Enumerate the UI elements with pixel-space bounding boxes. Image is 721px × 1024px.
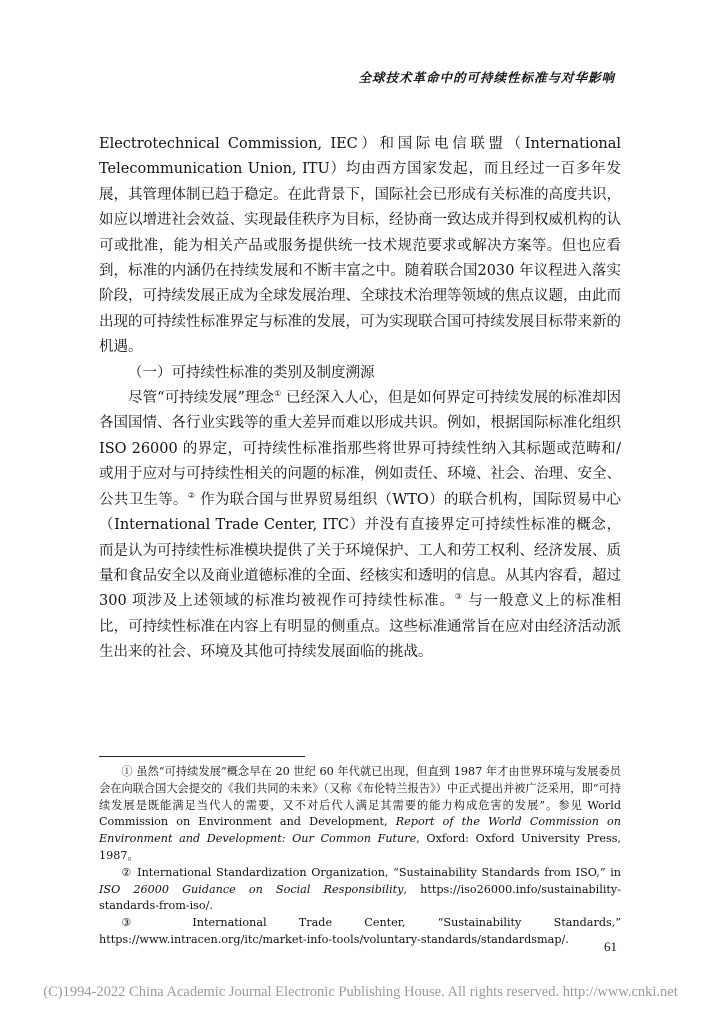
footnote-2 <box>99 865 621 915</box>
footnote-2-text: ② International Standardization Organization, “Sustainability Standards from ISO,” in <box>121 865 621 879</box>
paragraph-2-segment-d: 与一般意义上的标准相比，可持续性标准在内容上有明显的侧重点。这些标准通常旨在应对由经济活动派生出来的社会、环境及其他可持续发展面临的挑战。 <box>99 593 622 661</box>
page-number: 61 <box>604 939 617 954</box>
footnote-divider <box>99 756 305 757</box>
paragraph-2-segment-b: 已经深入人心，但是如何界定可持续发展的标准却因各国国情、各行业实践等的重大差异而难以形成共识。例如，根据国际标准化组织 ISO 26000 的界定，可持续性标准指那些将世界可持续性纳入其标题或范畴和/或用于应对与可持续性相关的问题的标准，例如责任、环境、社会、治理、安全、公共卫生等。 <box>99 390 622 508</box>
body-paragraph-1: Electrotechnical Commission, IEC）和国际电信联盟（International Telecommunication Union, ITU）均由西方国家发起，而且经过一百多年发展，其管理体制已趋于稳定。在此背景下，国际社会已形成有关标准的高度共识，如应以增进社会效益、实现最佳秩序为目标，经协商一致达成并得到权威机构的认可或批准，能为相关产品或服务提供统一技术规范要求或解决方案等。但也应看到，标准的内涵仍在持续发展和不断丰富之中。随着联合国2030 年议程进入落实阶段，可持续发展正成为全球发展治理、全球技术治理等领域的焦点议题，由此而出现的可持续性标准界定与标准的发展，可为实现联合国可持续发展目标带来新的机遇。 <box>99 136 621 356</box>
footnote-ref-1[interactable]: ① <box>274 389 282 399</box>
footnote-ref-2[interactable]: ② <box>187 490 196 500</box>
copyright-watermark: (C)1994-2022 China Academic Journal Electronic Publishing House. All rights reserved. http://www.cnki.net <box>43 984 678 1000</box>
footnote-2-title: ISO 26000 Guidance on Social Responsibility <box>99 882 404 896</box>
footnote-1-text: ① 虽然“可持续发展”概念早在 20 世纪 60 年代就已出现，但直到 1987 年才由世界环境与发展委员会在向联合国大会提交的《我们共同的未来》（又称《布伦特兰报告》）中正式提出并被广泛采用，即“可持续发展是既能满足当代人的需要，又不对后代人满足其需要的能力构成危害的发展”。参见 World Commission on Environment and Development, <box>99 765 621 829</box>
footnote-1-title: Report of the World Commission on Environment and Development: Our Common Future <box>99 815 621 846</box>
footnote-1 <box>99 764 621 865</box>
footnote-ref-3[interactable]: ③ <box>454 592 463 602</box>
paragraph-2-segment-a: 尽管“可持续发展”理念 <box>128 390 275 407</box>
running-head: 全球技术革命中的可持续性标准与对华影响 <box>358 70 615 85</box>
main-body-text <box>99 132 621 666</box>
section-heading: （一）可持续性标准的类别及制度溯源 <box>128 364 375 381</box>
footnote-3: ③ International Trade Center, “Sustainability Standards,” https://www.intracen.org/itc/market-info-tools/voluntary-standards/standardsmap/. <box>99 916 621 946</box>
footnote-2-tail: , https://iso26000.info/sustainability-standards-from-iso/. <box>99 882 622 913</box>
footnotes-section <box>99 764 621 949</box>
body-paragraph-2 <box>99 386 621 665</box>
paragraph-2-segment-c: 作为联合国与世界贸易组织（WTO）的联合机构，国际贸易中心（International Trade Center, ITC）并没有直接界定可持续性标准的概念，而是认为可持续性标准模块提供了关于环境保护、工人和劳工权利、经济发展、质量和食品安全以及商业道德标准的全面、经核实和透明的信息。从其内容看，超过 300 项涉及上述领域的标准均被视作可持续性标准。 <box>99 491 622 610</box>
footnote-1-tail: , Oxford: Oxford University Press, 1987。 <box>99 832 621 862</box>
